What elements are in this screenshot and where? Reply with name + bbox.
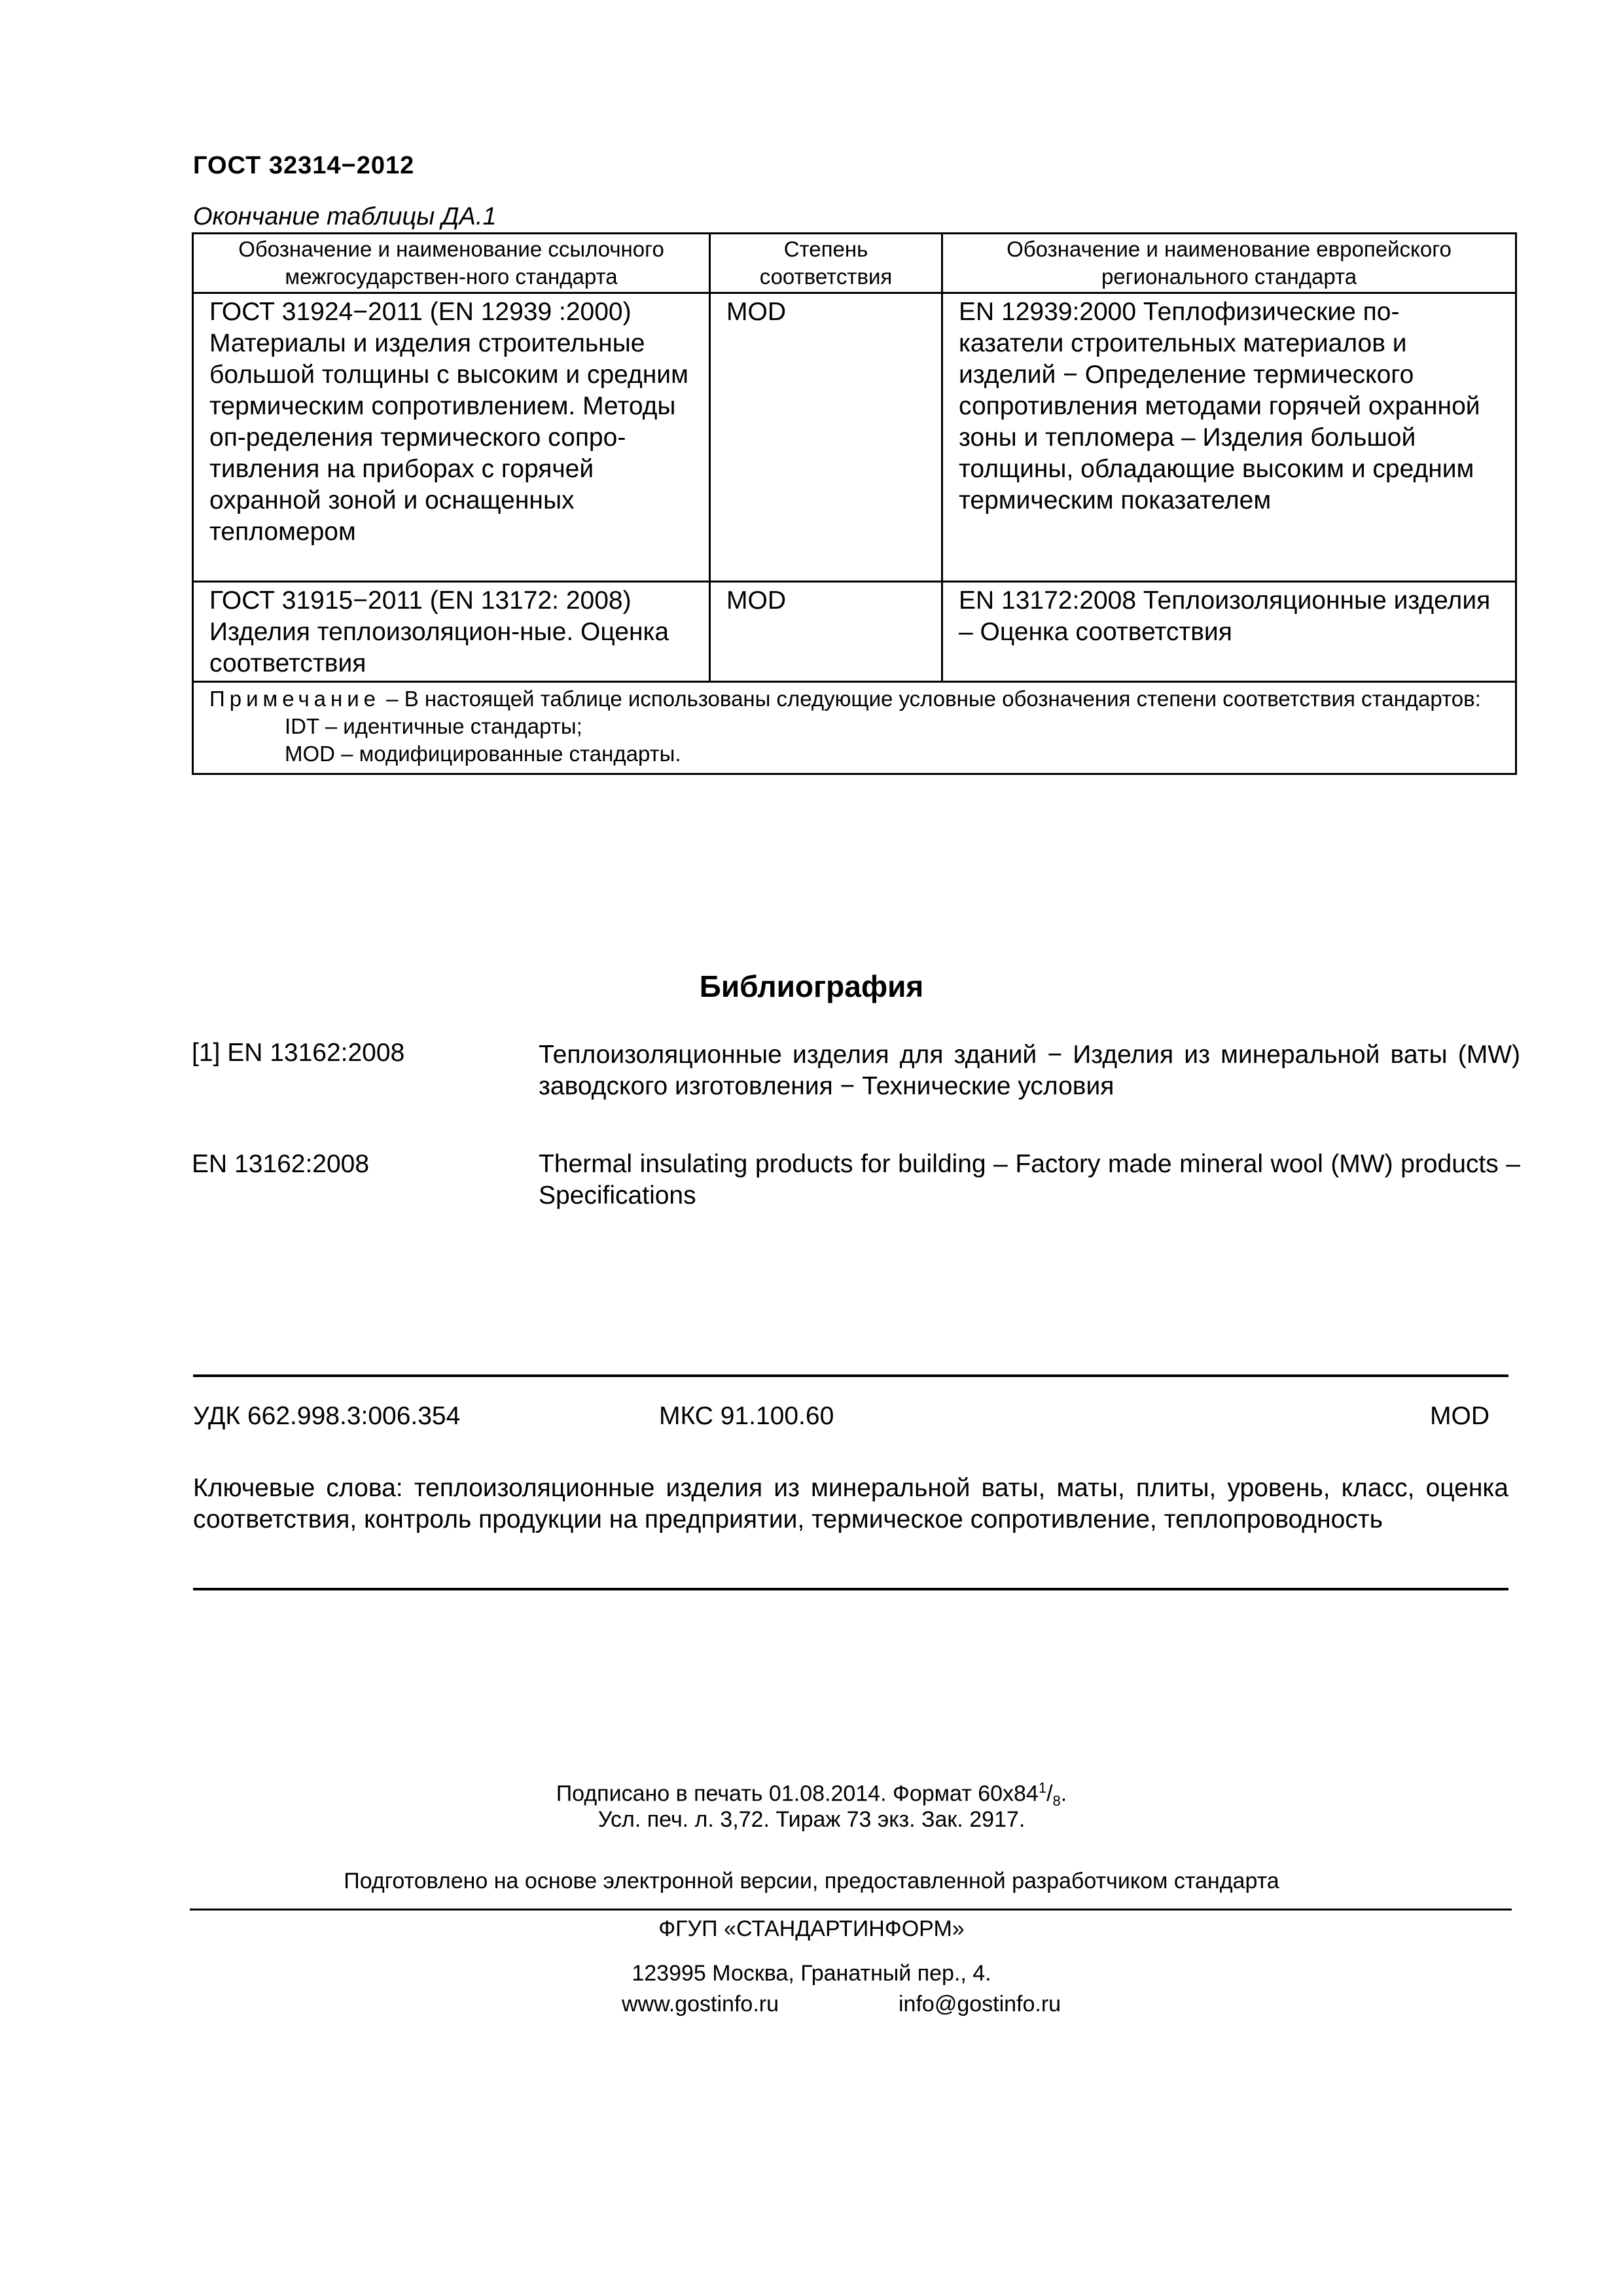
column-header-european: Обозначение и наименование европейского регионального стандарта: [942, 234, 1516, 293]
udk-code: УДК 662.998.3:006.354: [193, 1402, 461, 1430]
note-idt: IDT – идентичные стандарты;: [285, 714, 582, 738]
note-label: Примечание: [209, 687, 381, 711]
imprint-print-details: Усл. печ. л. 3,72. Тираж 73 экз. Зак. 2917.: [597, 1807, 1026, 1832]
horizontal-rule: [190, 1909, 1512, 1910]
degree-cell: MOD: [710, 582, 942, 682]
publisher-website: www.gostinfo.ru: [622, 1992, 779, 2017]
column-header-interstate: Обозначение и наименование ссылочного межгосударствен-ного стандарта: [193, 234, 710, 293]
format-numerator: 1: [1038, 1780, 1047, 1796]
note-first-line: [209, 685, 1503, 713]
imprint-signed-suffix: .: [1060, 1781, 1067, 1806]
imprint-signed-line: Подписано в печать 01.08.2014. Формат $60х84^1/_8$.: [556, 1780, 1067, 1810]
table-header-row: [193, 234, 1516, 293]
column-header-degree: Степень соответствия: [710, 234, 942, 293]
european-standard-cell: EN 12939:2000 Теплофизические по-казатели строительных материалов и изделий − Определение термического сопротивления методами горячей охранной зоны и тепломера – Изделия большой толщины, обладающие высоким и средним термическим показателем: [942, 293, 1516, 582]
table-note: [193, 682, 1516, 774]
imprint-signed-text: Подписано в печать 01.08.2014. Формат 60х84: [556, 1781, 1039, 1806]
interstate-standard-cell: ГОСТ 31915−2011 (EN 13172: 2008) Изделия теплоизоляцион-ные. Оценка соответствия: [193, 582, 710, 682]
interstate-standard-cell: ГОСТ 31924−2011 (EN 12939 :2000) Материалы и изделия строительные большой толщины с высоким и средним термическим сопротивлением. Методы оп-ределения термического сопро-тивления на приборах с горячей охранной зоной и оснащенных тепломером: [193, 293, 710, 582]
note-text: – В настоящей таблице использованы следующие условные обозначения степени соответствия стандартов:: [380, 687, 1481, 711]
bibliography-entry-number: EN 13162:2008: [192, 1150, 370, 1178]
mks-code: МКС 91.100.60: [659, 1402, 834, 1430]
table-row: [193, 582, 1516, 682]
table-note-row: [193, 682, 1516, 774]
horizontal-rule: [193, 1374, 1508, 1377]
table-caption: Окончание таблицы ДА.1: [193, 203, 497, 230]
table-row: [193, 293, 1516, 582]
publisher-address: 123995 Москва, Гранатный пер., 4.: [632, 1961, 991, 1986]
prepared-note: Подготовлено на основе электронной версии, предоставленной разработчиком стандарта: [344, 1869, 1279, 1893]
horizontal-rule: [193, 1588, 1508, 1590]
keywords: Ключевые слова: теплоизоляционные изделия из минеральной ваты, маты, плиты, уровень, класс, оценка соответствия, контроль продукции на предприятии, термическое сопротивление, теплопроводность: [193, 1474, 1508, 1534]
note-mod: MOD – модифицированные стандарты.: [285, 742, 681, 766]
bibliography-entry-text: Теплоизоляционные изделия для зданий − Изделия из минеральной ваты (MW) заводского изготовления − Технические условия: [539, 1041, 1520, 1100]
format-denominator: 8: [1052, 1793, 1061, 1810]
bibliography-entry-number: [1] EN 13162:2008: [192, 1039, 405, 1067]
publisher-email: info@gostinfo.ru: [899, 1992, 1061, 2017]
publisher-name: ФГУП «СТАНДАРТИНФОРМ»: [658, 1916, 965, 1941]
document-code: ГОСТ 32314−2012: [193, 152, 415, 179]
reference-table: [192, 232, 1517, 775]
correspondence-mod: MOD: [1430, 1402, 1489, 1430]
european-standard-cell: EN 13172:2008 Теплоизоляционные изделия – Оценка соответствия: [942, 582, 1516, 682]
bibliography-entry-text: Thermal insulating products for building – Factory made mineral wool (MW) products – Specifications: [539, 1150, 1520, 1210]
bibliography-title: Библиография: [699, 969, 924, 1003]
degree-cell: MOD: [710, 293, 942, 582]
